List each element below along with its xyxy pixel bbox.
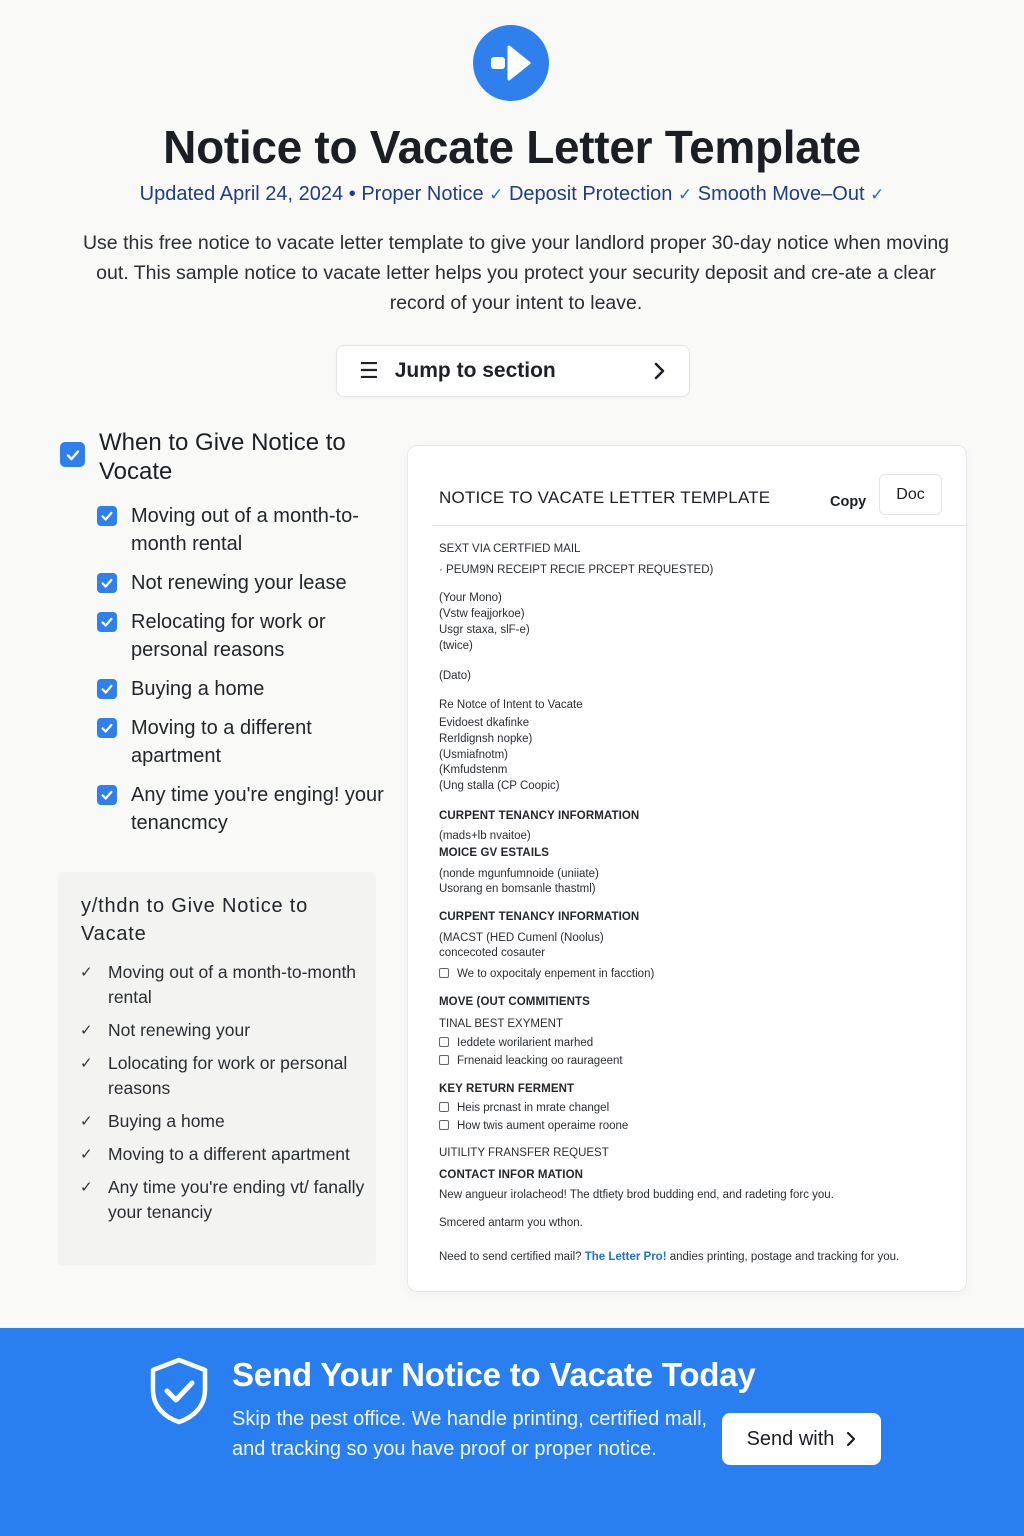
letter-line: UITILITY FRANSFER REQUEST: [439, 1147, 609, 1159]
badge-deposit-protection: Deposit Protection: [508, 183, 673, 205]
checklist-header: [60, 428, 380, 486]
list-item-label: Moving to a different apartment: [131, 717, 312, 767]
list-item-label: Moving out of a month-to-month rental: [108, 962, 357, 1007]
letter-line: · PEUM9N RECEIPT RECIE PRCEPT REQUESTED): [439, 564, 714, 576]
letter-line: (Ung stalla (CP Coopic): [439, 780, 560, 792]
list-item: [80, 1018, 370, 1043]
updated-date: Updated April 24, 2024: [139, 183, 344, 205]
letter-line: (MACST (HED Cumenl (Noolus): [439, 932, 604, 944]
letter-checkbox-label: How twis aument operaime roone: [457, 1120, 629, 1132]
promo-text: andies printing, postage and tracking for you.: [666, 1251, 900, 1263]
list-item[interactable]: [97, 675, 387, 703]
card-title: NOTICE TO VACATE LETTER TEMPLATE: [439, 488, 771, 507]
list-item[interactable]: [97, 608, 387, 664]
letter-line: concecoted cosauter: [439, 947, 546, 959]
promo-text: Need to send certified mail?: [439, 1251, 585, 1263]
letter-line: (Kmfudstenm: [439, 764, 508, 776]
letter-section-heading: KEY RETURN FERMENT: [439, 1083, 575, 1095]
letter-line: Rerldignsh nopke): [439, 733, 533, 745]
checkbox-checked-icon[interactable]: [60, 442, 85, 467]
letter-line: (nonde mgunfumnoide (uniiate): [439, 868, 599, 880]
sidebox: [58, 872, 376, 1265]
checkbox-checked-icon[interactable]: [97, 573, 117, 593]
list-item-label: Any time you're ending vt/ fanally your tenanciy: [108, 1177, 365, 1222]
badge-proper-notice: Proper Notice: [361, 183, 484, 205]
list-item[interactable]: [97, 714, 387, 770]
badge-smooth-move-out: Smooth Move–Out: [697, 183, 865, 205]
list-item-label: Buying a home: [131, 678, 265, 700]
list-item: [80, 1109, 370, 1134]
letter-checkbox-item[interactable]: [439, 967, 654, 981]
card-header: [432, 474, 968, 526]
page-title: Notice to Vacate Letter Template: [163, 121, 861, 173]
sidebox-list: [80, 960, 370, 1233]
letter-line: (Dato): [439, 670, 471, 682]
check-icon: ✓: [80, 1179, 93, 1196]
cta-title: Send Your Notice to Vacate Today: [232, 1356, 756, 1393]
list-item-label: Lolocating for work or personal reasons: [108, 1053, 348, 1098]
checkbox[interactable]: [439, 1120, 449, 1130]
letter-checkbox-item[interactable]: [439, 1119, 628, 1133]
jump-to-section-button[interactable]: [336, 345, 690, 397]
letter-line: Usgr staxa, slF-e): [439, 624, 530, 636]
check-icon: ✓: [80, 1022, 93, 1039]
checkbox-checked-icon[interactable]: [97, 679, 117, 699]
letter-line: (Usmiafnotm): [439, 749, 509, 761]
list-item: [80, 1142, 370, 1167]
checkbox-checked-icon[interactable]: [97, 612, 117, 632]
list-item-label: Any time you're enging! your tenancmcy: [131, 784, 384, 834]
intro-paragraph: Use this free notice to vacate letter template to give your landlord proper 30-day notice when moving out. This sample notice to vacate letter helps you protect your security deposit and cre-ate a clear record of your intent to leave.: [82, 232, 950, 314]
cta-text: Skip the pest office. We handle printing, certified mall, and tracking so you have proof or proper notice.: [232, 1408, 708, 1460]
checklist-title: When to Give Notice to Vocate: [99, 429, 346, 485]
chevron-right-icon: [846, 1431, 856, 1447]
copy-button[interactable]: Copy: [830, 494, 867, 510]
letter-pro-link[interactable]: The Letter Pro!: [584, 1251, 667, 1263]
check-icon: ✓: [677, 185, 693, 204]
letter-line: (Your Mono): [439, 592, 502, 604]
letter-checkbox-item[interactable]: [439, 1054, 623, 1068]
logo: [473, 25, 549, 101]
letter-checkbox-label: Ieddete worilarient marhed: [457, 1037, 594, 1049]
letter-checkbox-item[interactable]: [439, 1101, 609, 1115]
list-item: [80, 1175, 370, 1225]
letter-section-heading: CONTACT INFOR MATION: [439, 1169, 584, 1181]
check-icon: ✓: [489, 185, 504, 204]
letter-line: SEXT VIA CERTFIED MAIL: [439, 543, 581, 555]
check-icon: ✓: [80, 1113, 93, 1130]
letter-template-card: [407, 445, 967, 1292]
checkbox[interactable]: [439, 1055, 449, 1065]
letter-line: (twice): [439, 640, 473, 652]
checklist: [97, 502, 387, 848]
check-icon: ✓: [870, 185, 885, 204]
list-item-label: Not renewing your: [108, 1020, 251, 1040]
letter-line: Re Notce of Intent to Vacate: [439, 699, 583, 711]
send-with-label: Send with: [746, 1427, 835, 1450]
list-item-label: Buying a home: [108, 1111, 225, 1131]
letter-checkbox-label: Heis prcnast in mrate changel: [457, 1102, 610, 1114]
menu-icon: ☰: [359, 358, 379, 383]
letter-line: New angueur irolacheod! The dtfiety brod budding end, and radeting forc you.: [439, 1189, 834, 1201]
list-item: [80, 1051, 370, 1101]
list-item-label: Moving to a different apartment: [108, 1144, 350, 1164]
check-icon: ✓: [80, 1146, 93, 1163]
shield-check-icon: [148, 1356, 210, 1426]
checkbox[interactable]: [439, 1102, 449, 1112]
doc-button[interactable]: Doc: [879, 474, 942, 515]
checkbox-checked-icon[interactable]: [97, 718, 117, 738]
letter-section-heading: CURPENT TENANCY INFORMATION: [439, 810, 640, 822]
cta-banner: [0, 1328, 1024, 1536]
list-item[interactable]: [97, 781, 387, 837]
send-with-button[interactable]: [722, 1413, 881, 1465]
subtitle-line: [0, 183, 1024, 206]
letter-section-heading: MOICE GV ESTAILS: [439, 847, 550, 859]
check-icon: ✓: [80, 964, 93, 981]
letter-checkbox-label: Frnenaid leacking oo raurageent: [457, 1055, 623, 1067]
letter-line: (mads+lb nvaitoe): [439, 830, 531, 842]
letter-promo-line: [439, 1250, 899, 1264]
check-icon: ✓: [80, 1055, 93, 1072]
letter-line: Usorang en bomsanle thastml): [439, 883, 596, 895]
letter-checkbox-label: We to oxpocitaly enpement in facction): [457, 968, 655, 980]
list-item-label: Relocating for work or personal reasons: [131, 611, 326, 661]
sidebox-title: y/thdn to Give Notice to Vacate: [81, 895, 309, 945]
list-item-label: Not renewing your lease: [131, 572, 347, 594]
separator: •: [348, 183, 356, 205]
list-item[interactable]: [97, 569, 387, 597]
letter-line: Evidoest dkafinke: [439, 717, 530, 729]
arrow-right-icon: [489, 43, 533, 83]
list-item[interactable]: [97, 502, 387, 558]
letter-line: TINAL BEST EXYMENT: [439, 1018, 563, 1030]
jump-label: Jump to section: [394, 359, 556, 382]
checkbox-checked-icon[interactable]: [97, 785, 117, 805]
checkbox-checked-icon[interactable]: [97, 506, 117, 526]
letter-line: (Vstw feajjorkoe): [439, 608, 525, 620]
list-item-label: Moving out of a month-to-month rental: [131, 505, 359, 555]
letter-line: Smcered antarm you wthon.: [439, 1217, 583, 1229]
checkbox[interactable]: [439, 1037, 449, 1047]
letter-section-heading: MOVE (OUT COMMITIENTS: [439, 996, 590, 1008]
checkbox[interactable]: [439, 968, 449, 978]
letter-checkbox-item[interactable]: [439, 1036, 593, 1050]
chevron-right-icon: [653, 362, 667, 380]
letter-section-heading: CURPENT TENANCY INFORMATION: [439, 911, 640, 923]
list-item: [80, 960, 370, 1010]
